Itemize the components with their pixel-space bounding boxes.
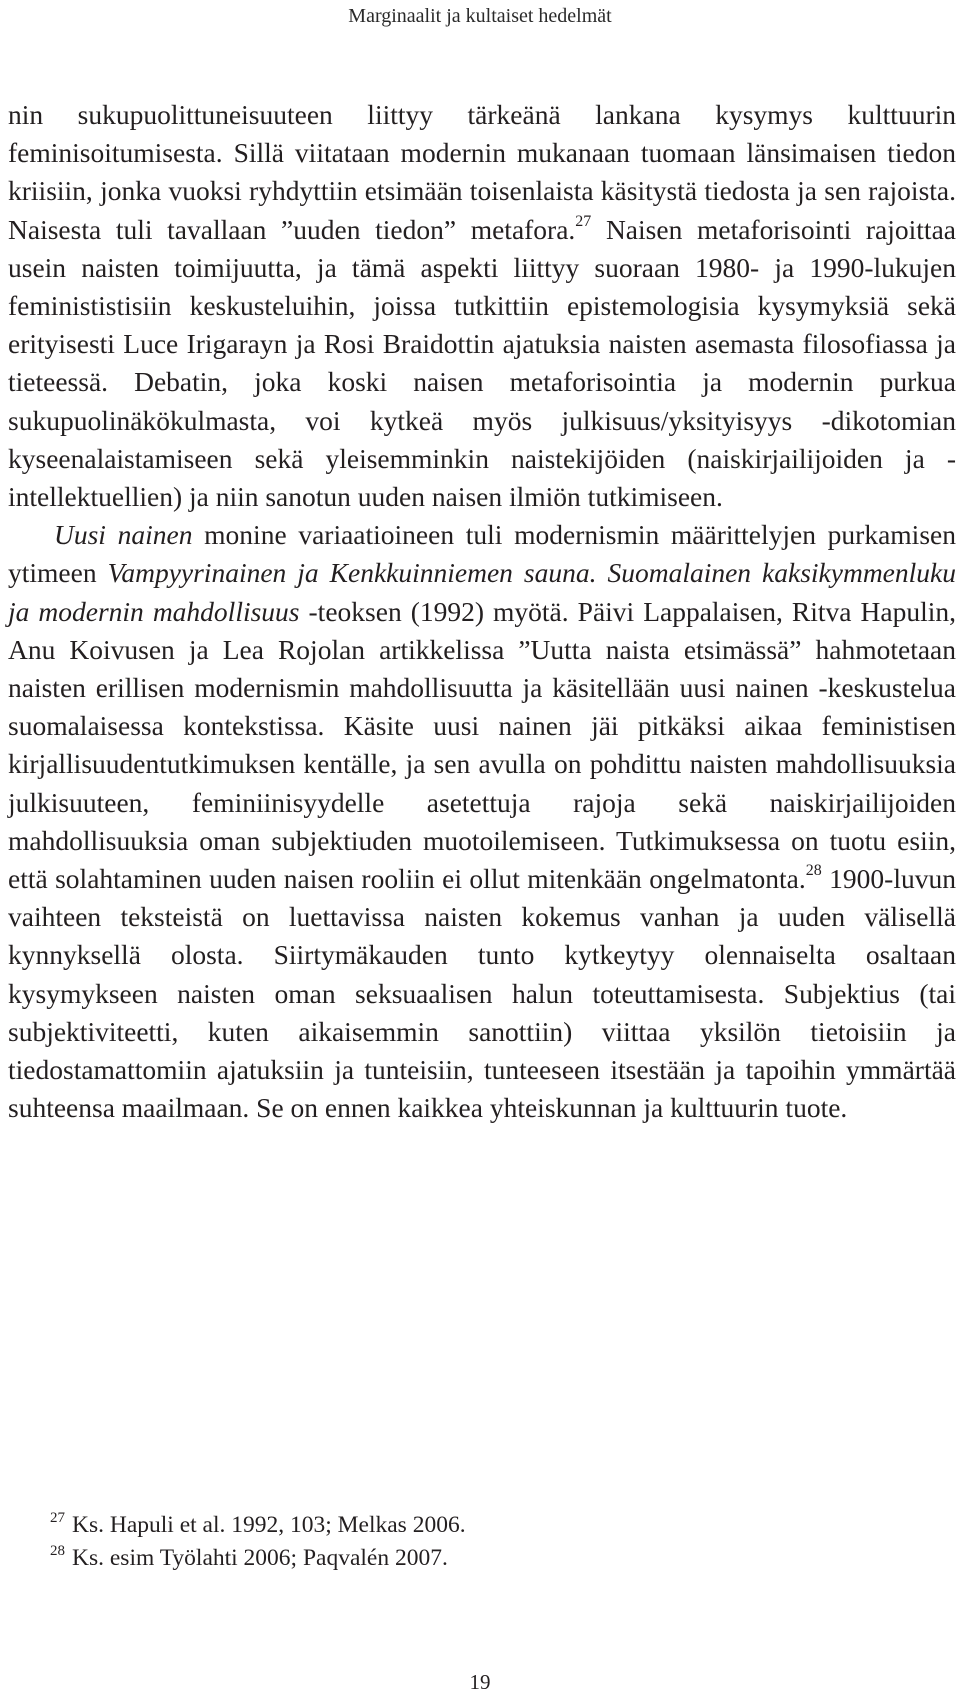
footnotes xyxy=(50,1509,910,1575)
footnote-28 xyxy=(50,1542,910,1575)
paragraph-2-text-2: -teoksen (1992) myötä. Päivi Lappalaisen, Ritva Hapulin, Anu Koivusen ja Lea Rojolan artikkelissa ”Uutta naista etsimässä” hahmotetaan naisten erillisen modernismin mahdollisuutta ja käsitellään uusi nainen -keskustelua suomalaisessa kontekstissa. Käsite uusi nainen jäi pitkäksi aikaa feministisen kirjallisuudentutkimuksen kentälle, ja sen avulla on pohdittu naisten mahdollisuuksia julkisuuteen, feminiinisyydelle asetettuja rajoja sekä naiskirjailijoiden mahdollisuuksia oman subjektiuden muotoilemiseen. Tutkimuksessa on tuotu esiin, että solahtaminen uuden naisen rooliin ei ollut mitenkään ongelmatonta. xyxy=(8,595,956,895)
paragraph-1-text-b: Naisen metaforisointi rajoittaa usein naisten toimijuutta, ja tämä aspekti liittyy suoraan 1980- ja 1990-lukujen feminististisiin keskusteluihin, joissa tutkittiin epistemologisia kysymyksiä sekä erityisesti Luce Irigarayn ja Rosi Braidottin ajatuksia naisten asemasta filosofiassa ja tieteessä. Debatin, joka koski naisen metaforisointia ja modernin purkua sukupuolinäkökulmasta, voi kytkeä myös julkisuus/yksityisyys -dikotomian kyseenalaistamiseen sekä yleisemminkin naistekijöiden (naiskirjailijoiden ja -intellektuellien) ja niin sanotun uuden naisen ilmiön tutkimiseen. xyxy=(8,213,956,513)
footnote-number: 27 xyxy=(50,1510,65,1526)
footnote-text: Ks. Hapuli et al. 1992, 103; Melkas 2006. xyxy=(72,1512,466,1538)
paragraph-2 xyxy=(8,516,956,1127)
footnote-number: 28 xyxy=(50,1543,65,1559)
paragraph-1-text-a: nin sukupuolittuneisuuteen liittyy tärkeänä lankana kysymys kulttuurin feminisoitumisesta. Sillä viitataan modernin mukanaan tuomaan länsimaisen tiedon kriisiin, jonka vuoksi ryhdyttiin etsimään toisenlaista käsitystä tiedosta ja sen rajoista. Naisesta tuli tavallaan ”uuden tiedon” metafora. xyxy=(8,99,956,245)
page-number: 19 xyxy=(469,1670,491,1694)
footnote-ref-27: 27 xyxy=(575,212,592,230)
paragraph-2-text-1: monine variaatioineen tuli modernismin määrittelyjen purkamisen ytimeen xyxy=(8,519,956,589)
paragraph-1 xyxy=(8,96,956,516)
italic-title-uusi-nainen: Uusi nainen xyxy=(54,519,193,551)
footnote-ref-28: 28 xyxy=(805,862,822,880)
paragraph-2-text-3: 1900-luvun vaihteen teksteistä on luettavissa naisten kokemus vanhan ja uuden välisellä kynnyksellä olosta. Siirtymäkauden tunto kytkeytyy olennaiselta osaltaan kysymykseen naisten oman seksuaalisen halun toteuttamisesta. Subjektius (tai subjektiviteetti, kuten aikaisemmin sanottiin) viittaa yksilön tietoisiin ja tiedostamattomiin ajatuksiin ja tunteisiin, tunteeseen itsestään ja tapoihin ymmärtää suhteensa maailmaan. Se on ennen kaikkea yhteiskunnan ja kulttuurin tuote. xyxy=(8,863,956,1124)
italic-title-vampyyrinainen: Vampyyrinainen ja Kenkkuinniemen sauna. Suomalainen kaksikymmenluku ja modernin mahdollisuus xyxy=(8,557,956,627)
body-text xyxy=(8,96,956,1127)
running-header: Marginaalit ja kultaiset hedelmät xyxy=(348,5,612,27)
footnote-text: Ks. esim Työlahti 2006; Paqvalén 2007. xyxy=(72,1545,448,1571)
footnote-27 xyxy=(50,1509,910,1542)
